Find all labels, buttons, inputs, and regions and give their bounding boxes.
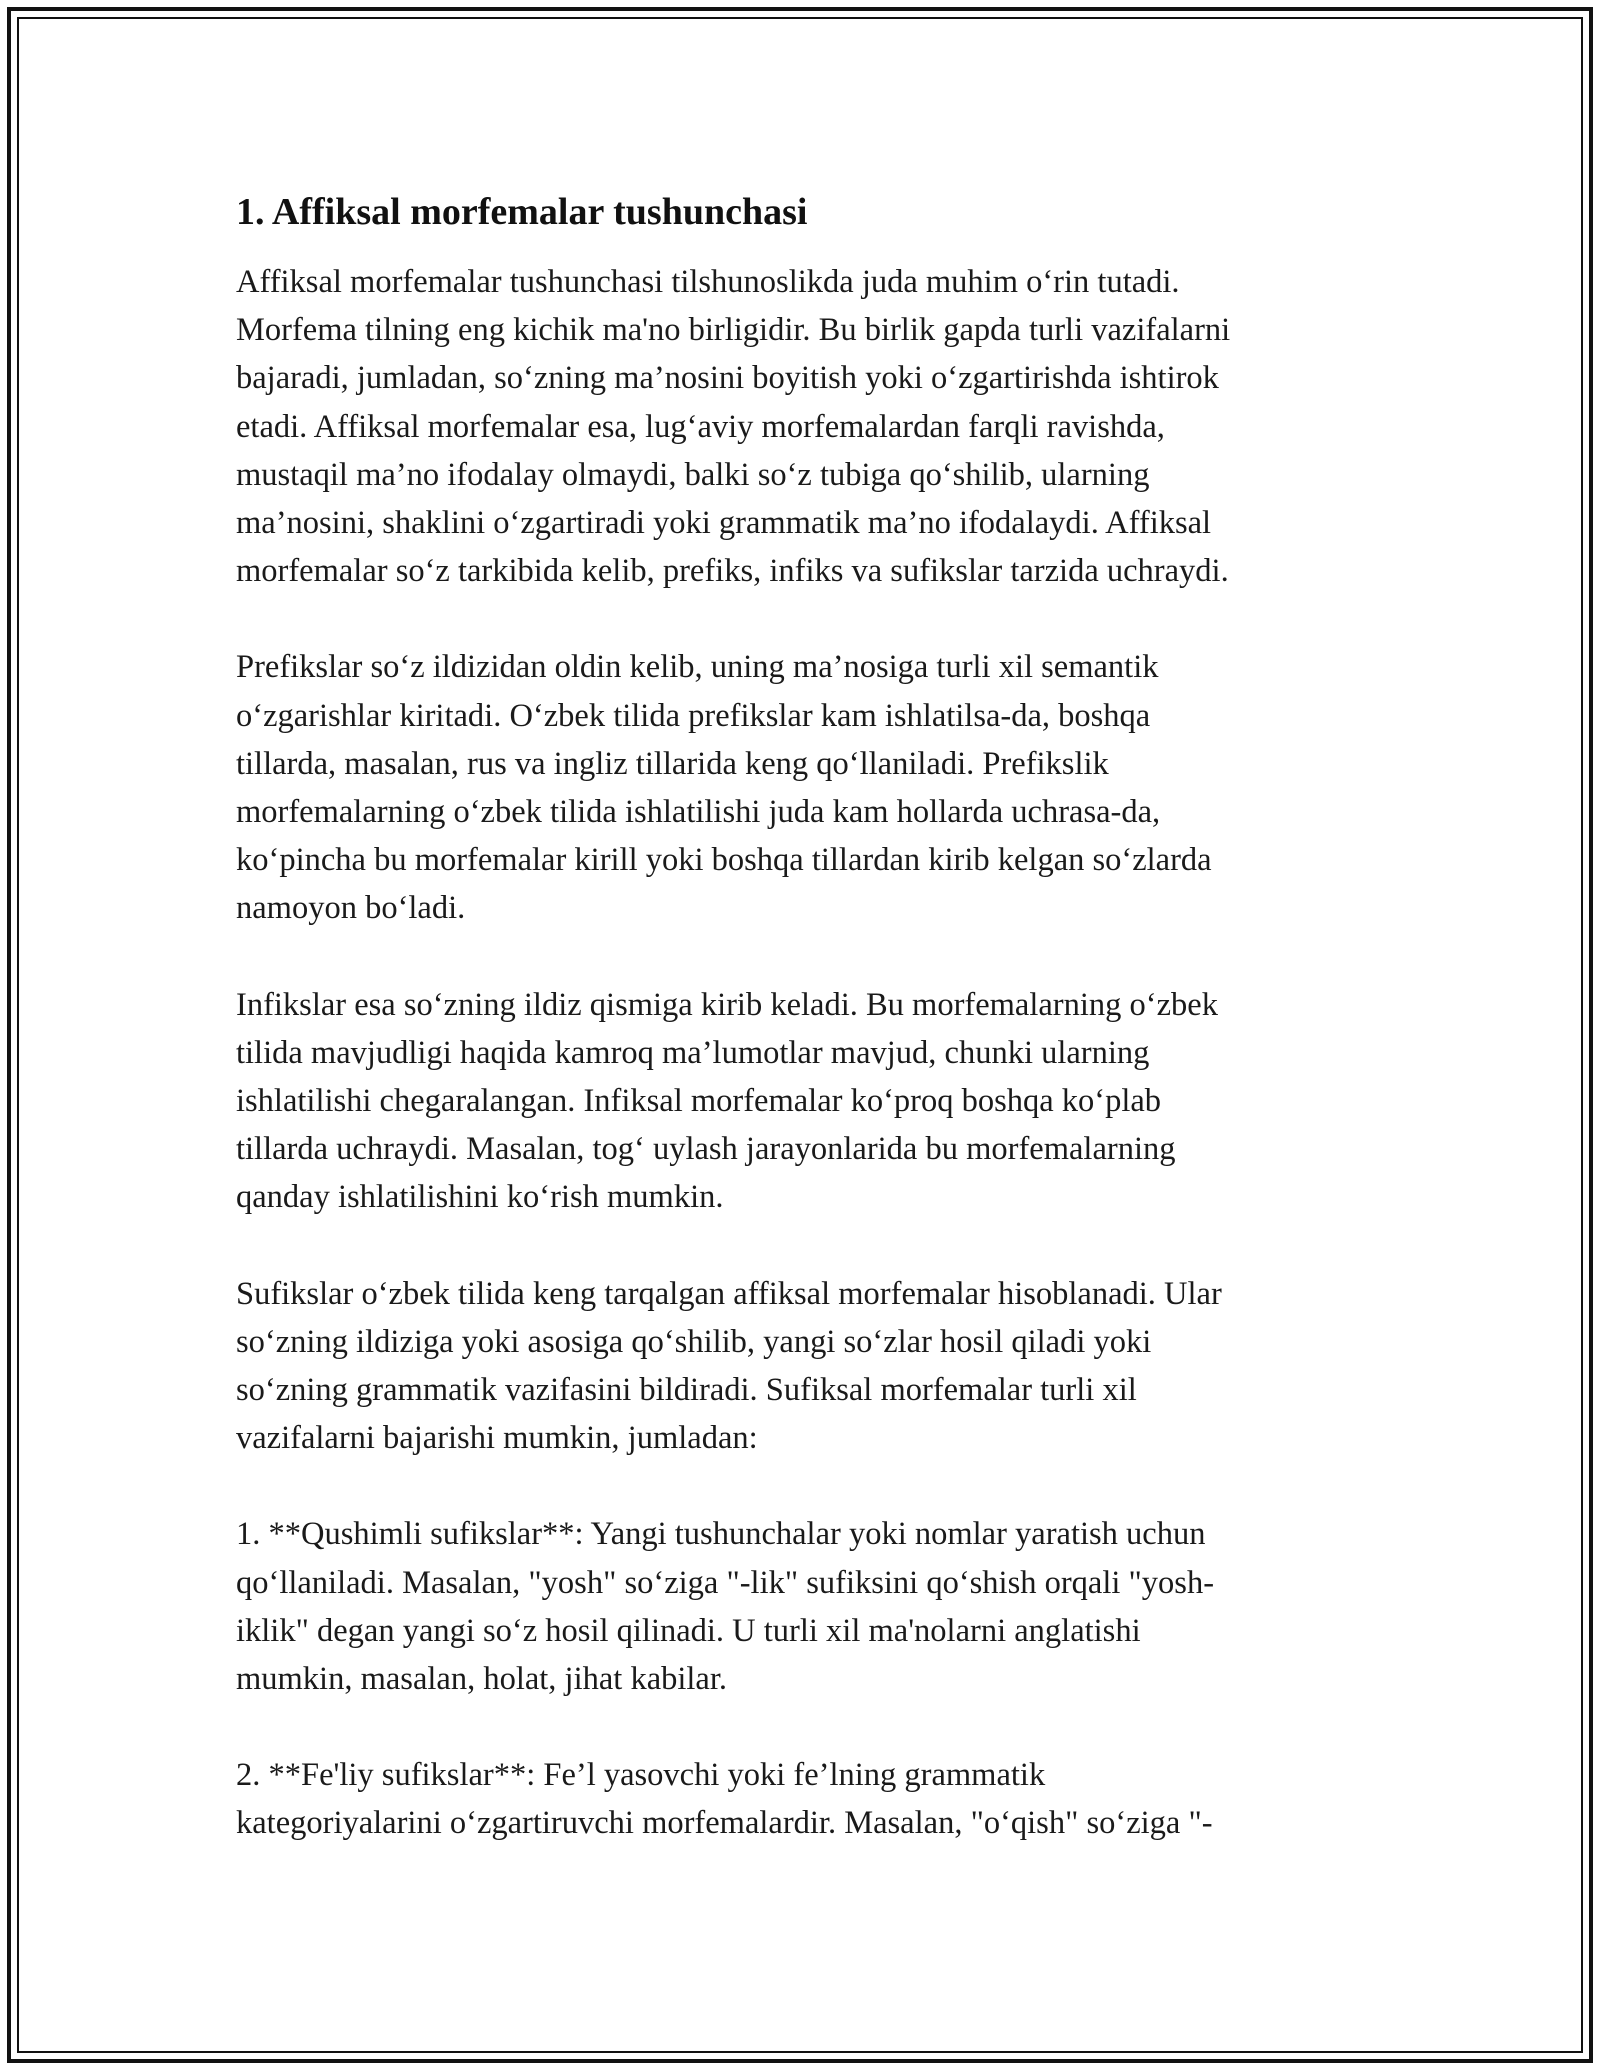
- text-line: 1. **Qushimli sufikslar**: Yangi tushunchalar yoki nomlar yaratish uchun: [236, 1516, 1206, 1553]
- text-line: 2. **Fe'liy sufikslar**: Fe’l yasovchi yoki fe’lning grammatik: [236, 1757, 1046, 1794]
- text-line: o‘zgarishlar kiritadi. O‘zbek tilida prefikslar kam ishlatilsa-da, boshqa: [236, 697, 1151, 734]
- text-line: iklik" degan yangi so‘z hosil qilinadi. U turli xil ma'nolarni anglatishi: [236, 1612, 1141, 1649]
- text-line: namoyon bo‘ladi.: [236, 890, 466, 927]
- text-line: tilida mavjudligi haqida kamroq ma’lumotlar mavjud, chunki ularning: [236, 1034, 1150, 1071]
- document-page: [236, 188, 1376, 1896]
- text-line: Sufikslar o‘zbek tilida keng tarqalgan affiksal morfemalar hisoblanadi. Ular: [236, 1275, 1222, 1312]
- text-line: ishlatilishi chegaralangan. Infiksal morfemalar ko‘proq boshqa ko‘plab: [236, 1083, 1162, 1120]
- text-line: so‘zning grammatik vazifasini bildiradi. Sufiksal morfemalar turli xil: [236, 1372, 1137, 1409]
- text-line: tillarda uchraydi. Masalan, tog‘ uylash jarayonlarida bu morfemalarning: [236, 1131, 1176, 1168]
- text-line: Prefikslar so‘z ildizidan oldin kelib, uning ma’nosiga turli xil semantik: [236, 649, 1159, 686]
- text-line: ma’nosini, shaklini o‘zgartiradi yoki grammatik ma’no ifodalaydi. Affiksal: [236, 505, 1212, 542]
- text-line: qo‘llaniladi. Masalan, "yosh" so‘ziga "-lik" sufiksini qo‘shish orqali "yosh-: [236, 1564, 1215, 1601]
- text-line: etadi. Affiksal morfemalar esa, lug‘aviy morfemalardan farqli ravishda,: [236, 408, 1165, 445]
- list-item-feliy-sufikslar: [236, 1751, 1376, 1847]
- paragraph-sufikslar: [236, 1270, 1376, 1463]
- paragraph-affiksal-intro: [236, 258, 1376, 595]
- text-line: ko‘pincha bu morfemalar kirill yoki boshqa tillardan kirib kelgan so‘zlarda: [236, 842, 1212, 879]
- text-line: Morfema tilning eng kichik ma'no birligidir. Bu birlik gapda turli vazifalarni: [236, 312, 1231, 349]
- text-line: qanday ishlatilishini ko‘rish mumkin.: [236, 1179, 724, 1216]
- text-line: mustaqil ma’no ifodalay olmaydi, balki so‘z tubiga qo‘shilib, ularning: [236, 456, 1150, 493]
- paragraph-prefikslar: [236, 643, 1376, 932]
- text-line: tillarda, masalan, rus va ingliz tillarida keng qo‘llaniladi. Prefikslik: [236, 745, 1109, 782]
- text-line: bajaradi, jumladan, so‘zning ma’nosini boyitish yoki o‘zgartirishda ishtirok: [236, 360, 1219, 397]
- text-line: vazifalarni bajarishi mumkin, jumladan:: [236, 1420, 758, 1457]
- text-line: Infikslar esa so‘zning ildiz qismiga kirib keladi. Bu morfemalarning o‘zbek: [236, 986, 1218, 1023]
- list-item-qushimli-sufikslar: [236, 1510, 1376, 1703]
- text-line: mumkin, masalan, holat, jihat kabilar.: [236, 1661, 728, 1698]
- section-heading: 1. Affiksal morfemalar tushunchasi: [236, 191, 808, 233]
- text-line: morfemalarning o‘zbek tilida ishlatilishi juda kam hollarda uchrasa-da,: [236, 794, 1161, 831]
- text-line: so‘zning ildiziga yoki asosiga qo‘shilib, yangi so‘zlar hosil qiladi yoki: [236, 1323, 1152, 1360]
- paragraph-infikslar: [236, 981, 1376, 1222]
- text-line: Affiksal morfemalar tushunchasi tilshunoslikda juda muhim o‘rin tutadi.: [236, 264, 1180, 300]
- text-line: kategoriyalarini o‘zgartiruvchi morfemalardir. Masalan, "o‘qish" so‘ziga "-: [236, 1805, 1213, 1842]
- text-line: morfemalar so‘z tarkibida kelib, prefiks, infiks va sufikslar tarzida uchraydi.: [236, 553, 1229, 590]
